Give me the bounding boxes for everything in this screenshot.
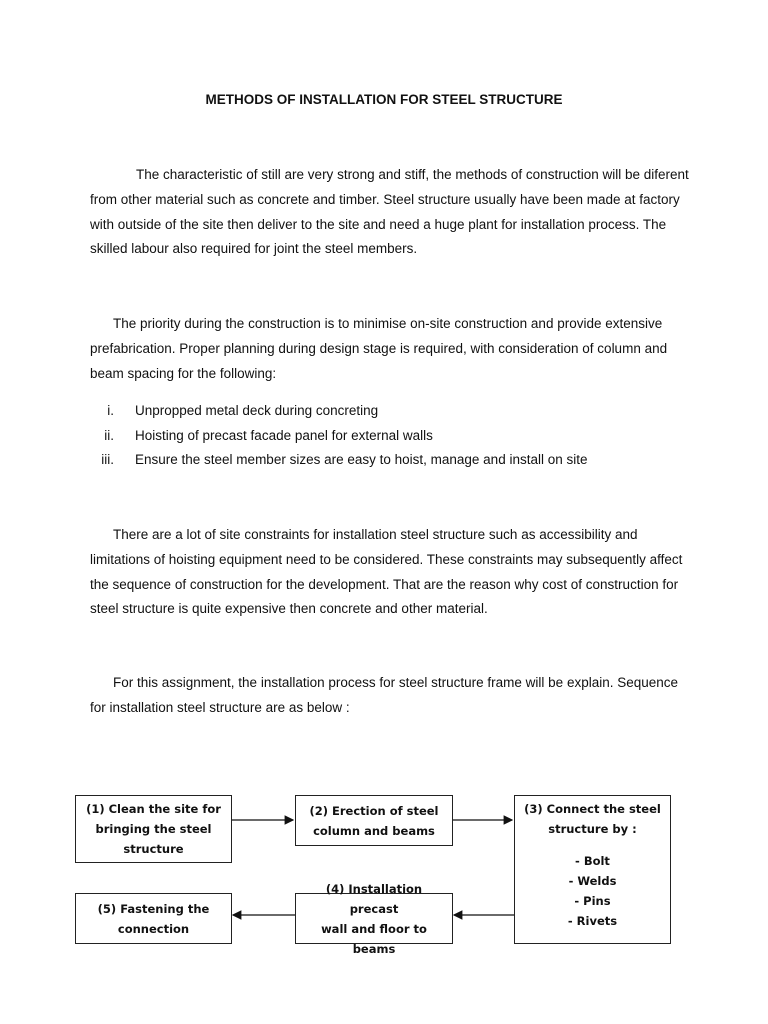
flow-step-4 <box>295 881 453 956</box>
flow-step-2-line: column and beams <box>313 823 435 838</box>
flow-step-3-line: structure by : <box>548 822 637 836</box>
connection-type: - Pins <box>574 894 611 908</box>
list-item-text: Unpropped metal deck during concreting <box>135 403 379 418</box>
document-title: METHODS OF INSTALLATION FOR STEEL STRUCTURE <box>205 92 563 107</box>
flow-step-4-line: wall and floor to beams <box>321 921 427 956</box>
paragraph-priority: The priority during the construction is to minimise on-site construction and provide extensive prefabrication. Proper planning during design stage is required, with consideration of column and beam spacing for the following: <box>90 316 668 381</box>
flow-step-3 <box>514 795 671 944</box>
flow-step-1-line: bringing the steel <box>95 822 212 836</box>
flow-step-5-line: (5) Fastening the <box>97 901 210 916</box>
flow-step-5-line: connection <box>117 921 190 936</box>
paragraph-assignment: For this assignment, the installation process for steel structure frame will be explain. Sequence for installation steel structure are as below : <box>90 675 679 715</box>
list-item-text: Hoisting of precast facade panel for external walls <box>135 427 433 443</box>
connection-type: - Welds <box>568 874 617 888</box>
flow-step-2 <box>295 795 453 846</box>
flow-step-1 <box>75 795 232 863</box>
connection-type: - Bolt <box>575 854 610 868</box>
flow-step-4-line: (4) Installation precast <box>325 881 423 916</box>
flow-step-5 <box>75 893 232 944</box>
paragraph-intro: The characteristic of still are very strong and stiff, the methods of construction will be diferent from other material such as concrete and timber. Steel structure usually have been made at factory with outside of the site then deliver to the site and need a huge plant for installation process. The skilled labour also required for joint the steel members. <box>90 167 689 257</box>
paragraph-constraints: There are a lot of site constraints for installation steel structure such as accessibility and limitations of hoisting equipment need to be considered. These constraints may subsequently affect the sequence of construction for the development. That are the reason why cost of construction for steel structure is quite expensive then concrete and other material. <box>90 527 683 617</box>
list-item-number: i. <box>107 403 114 418</box>
list-item-number: iii. <box>101 452 114 467</box>
list-item-text: Ensure the steel member sizes are easy to hoist, manage and install on site <box>135 452 588 467</box>
connection-type: - Rivets <box>567 914 618 928</box>
list-item-number: ii. <box>104 427 114 443</box>
flow-step-2-line: (2) Erection of steel <box>309 803 439 818</box>
flow-step-3-line: (3) Connect the steel <box>524 802 661 816</box>
flow-step-1-line: structure <box>123 842 184 856</box>
flow-step-1-line: (1) Clean the site for <box>86 802 221 816</box>
